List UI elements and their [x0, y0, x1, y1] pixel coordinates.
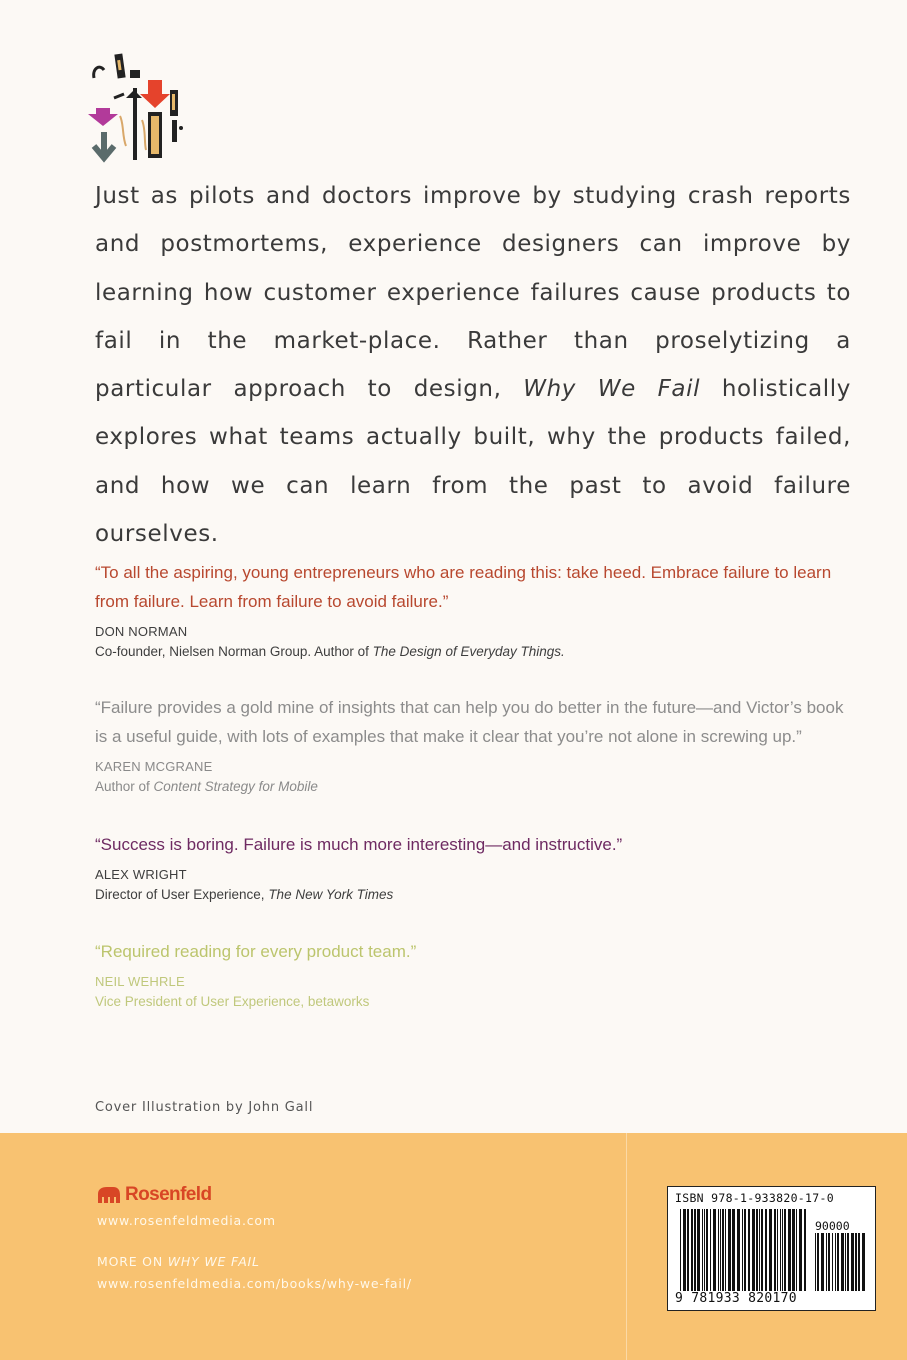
endorsement-don-norman: [95, 558, 855, 662]
barcode-bar: [759, 1209, 760, 1291]
description-part-2: holistically explores what teams actually built, why the products failed, and how we can learn from the past to avoid failure ourselves.: [95, 376, 851, 548]
quote-text: “Success is boring. Failure is much more interesting—and instructive.”: [95, 835, 623, 854]
publisher-name: Rosenfeld: [125, 1184, 212, 1205]
quote-text: “To all the aspiring, young entrepreneurs who are reading this: take heed. Embrace failure to learn from failure. Learn from failure to avoid failure.”: [95, 563, 832, 611]
more-label-title: WHY WE FAIL: [167, 1254, 260, 1269]
fold-divider: [626, 1133, 627, 1360]
barcode-bar: [680, 1209, 681, 1291]
barcode-bar: [858, 1233, 860, 1291]
role-prefix: Vice President of User Experience, betaworks: [95, 994, 370, 1009]
barcode-bar: [851, 1233, 854, 1291]
barcode-bar: [683, 1209, 686, 1291]
quote-text: “Failure provides a gold mine of insights that can help you do better in the future—and Victor’s book is a useful guide, with lots of examples that make it clear that you’re not alone in screwing up.”: [95, 698, 844, 746]
barcode-bar: [841, 1233, 844, 1291]
barcode-bar: [722, 1209, 724, 1291]
endorsement-karen-mcgrane: [95, 693, 855, 797]
barcode-bar: [725, 1209, 726, 1291]
barcode-addon-bars: [815, 1233, 865, 1291]
role-prefix: Author of: [95, 779, 154, 794]
role-prefix: Co-founder, Nielsen Norman Group. Author of: [95, 644, 373, 659]
barcode-bar: [765, 1209, 767, 1291]
barcode-bar: [774, 1209, 776, 1291]
book-description: [95, 172, 851, 558]
role-italic: Content Strategy for Mobile: [153, 779, 318, 794]
quote-author-role: [95, 992, 855, 1012]
barcode-bar: [821, 1233, 824, 1291]
barcode-bar: [788, 1209, 791, 1291]
quote-text: “Required reading for every product team.”: [95, 942, 417, 961]
role-italic: The New York Times: [268, 887, 394, 902]
role-prefix: Director of User Experience,: [95, 887, 269, 902]
endorsement-alex-wright: [95, 830, 855, 905]
barcode-bar: [732, 1209, 735, 1291]
publisher-footer: [0, 1133, 907, 1360]
cover-illustration-logo: [86, 50, 190, 166]
isbn-text: ISBN 978-1-933820-17-0: [675, 1191, 834, 1205]
barcode-bar: [694, 1209, 696, 1291]
rosenfeld-elephant-icon: [97, 1186, 121, 1204]
barcode-bar: [796, 1209, 797, 1291]
barcode-bar: [782, 1209, 783, 1291]
barcode-main-bars: [680, 1209, 808, 1291]
barcode-bar: [720, 1209, 721, 1291]
cover-illustration-credit: Cover Illustration by John Gall: [95, 1100, 314, 1115]
barcode-bar: [847, 1233, 849, 1291]
publisher-logo: [97, 1183, 211, 1207]
barcode-bar: [706, 1209, 708, 1291]
barcode-bar: [756, 1209, 758, 1291]
more-on-book-label: [97, 1254, 260, 1269]
barcode-bar: [744, 1209, 746, 1291]
barcode-bar: [845, 1233, 846, 1291]
barcode-bar: [728, 1209, 731, 1291]
barcode-bar: [769, 1209, 772, 1291]
barcode-bar: [710, 1209, 711, 1291]
quote-author-role: [95, 642, 855, 662]
barcode-bar: [697, 1209, 700, 1291]
publisher-url[interactable]: www.rosenfeldmedia.com: [97, 1213, 276, 1228]
falling-blocks-icon: [88, 54, 183, 160]
barcode-bar: [748, 1209, 750, 1291]
barcode-number: 9 781933 820170: [675, 1291, 797, 1306]
barcode-bar: [752, 1209, 755, 1291]
quote-author-role: [95, 885, 855, 905]
barcode-bar: [862, 1233, 865, 1291]
barcode-bar: [815, 1233, 816, 1291]
barcode-bar: [817, 1233, 819, 1291]
quote-author-role: [95, 777, 855, 797]
book-title-italic: Why We Fail: [523, 376, 701, 403]
barcode-bar: [799, 1209, 802, 1291]
barcode-bar: [780, 1209, 781, 1291]
endorsement-neil-wehrle: [95, 937, 855, 1012]
quote-author-name: ALEX WRIGHT: [95, 867, 187, 882]
barcode-bar: [784, 1209, 786, 1291]
book-url[interactable]: www.rosenfeldmedia.com/books/why-we-fail/: [97, 1276, 412, 1291]
barcode-bar: [761, 1209, 763, 1291]
barcode-bar: [687, 1209, 689, 1291]
barcode-bar: [702, 1209, 703, 1291]
more-label-prefix: MORE ON: [97, 1254, 168, 1269]
barcode-bar: [713, 1209, 716, 1291]
barcode-bar: [742, 1209, 743, 1291]
barcode-bar: [828, 1233, 830, 1291]
quote-author-name: NEIL WEHRLE: [95, 974, 185, 989]
quote-author-name: KAREN MCGRANE: [95, 759, 213, 774]
price-addon-text: 90000: [815, 1219, 850, 1233]
barcode-bar: [855, 1233, 857, 1291]
barcode-bar: [691, 1209, 693, 1291]
role-italic: The Design of Everyday Things.: [372, 644, 565, 659]
barcode-bar: [804, 1209, 806, 1291]
barcode-bar: [832, 1233, 833, 1291]
barcode-bar: [718, 1209, 719, 1291]
barcode-bar: [704, 1209, 705, 1291]
barcode-bar: [835, 1233, 836, 1291]
quote-author-name: DON NORMAN: [95, 624, 188, 639]
barcode-bar: [837, 1233, 839, 1291]
description-part-1: Just as pilots and doctors improve by studying crash reports and postmortems, experience designers can improve by learning how customer experience failures cause products to fail in the market-place. Rather than proselytizing a particular approach to design,: [95, 183, 851, 403]
barcode-bar: [826, 1233, 827, 1291]
isbn-barcode: [667, 1186, 876, 1311]
barcode-bar: [777, 1209, 778, 1291]
barcode-bar: [792, 1209, 795, 1291]
barcode-bar: [737, 1209, 740, 1291]
